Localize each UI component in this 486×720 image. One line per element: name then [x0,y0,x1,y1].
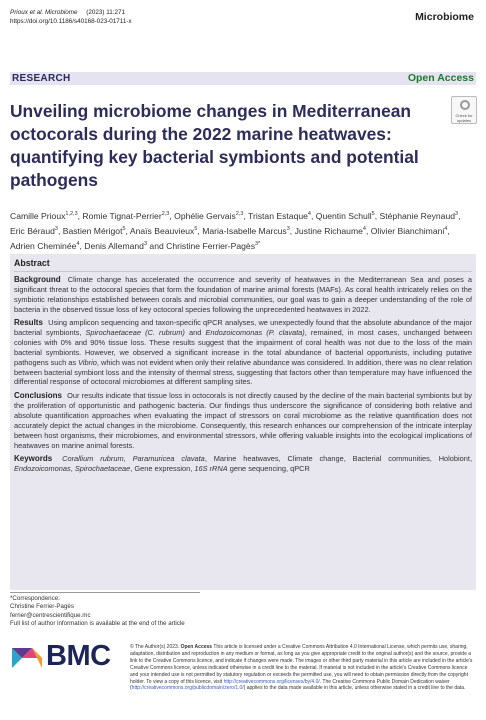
author-name: Justine Richaume [294,225,363,236]
abstract-results [14,318,472,387]
license-text-1: This article is licensed under a Creative Commons Attribution 4.0 International License, which permits use, sharing, adaptation, distribution and reproduction in any medium or format, as long as you give appropriate credit to the original author(s) and the source, provide a link to the Creative Commons licence, and indicate if changes were made. The images or other third party material in this article are included in the article's Creative Commons licence, unless indicated otherwise in a credit line to the material. If material is not included in the article's Creative Commons licence and your intended use is not permitted by statutory regulation or exceeds the permitted use, you will need to obtain permission directly from the copyright holder. To view a copy of this licence, visit [130,644,473,685]
bmc-logo [10,642,130,672]
correspondence-email[interactable]: ferrier@centrescientifique.mc [10,611,91,619]
keyword-3: Endozoicomonas [14,464,71,474]
author-list: Camille Prioux$^{1,2,3}$, Romie Tignat-Perrier$^{2,3}$, Ophélie Gervais$^{2,3}$, Tristan Estaque$^4$, Quentin Schull$^5$, Stéphanie Reynaud$^3$, Eric Béraud$^3$, Bastien Mérigot$^5$, Anaïs Beauvieux$^5$, Maria-Isabelle Marcus$^3$, Justine Richaume$^4$, Olivier Bianchimani$^4$, Adrien Cheminée$^4$, Denis Allemand$^3$ and Christine Ferrier-Pagès$^{3*}$ [10,210,461,251]
authors-journal: Prioux et al. Microbiome [10,9,78,16]
author-name: Olivier Bianchimani [370,225,445,236]
author-name: Tristan Estaque [248,210,308,221]
author-affiliation: 2,3 [235,211,244,217]
results-taxon-3: Vibrio [78,357,97,367]
author-name: Adrien Cheminée [10,240,77,251]
article-title: Unveiling microbiome changes in Mediterranean octocorals during the 2022 marine heatwaves: quantifying key bacterial symbionts and potential pathogens [10,101,419,190]
journal-name: Microbiome [415,11,474,23]
author-name: Anaïs Beauvieux [129,225,195,236]
license-open-access: Open Access [180,644,213,650]
license-text-2: . The Creative Commons Public Domain Dedication waiver ( [130,678,450,692]
author-affiliation: 3 [286,225,290,232]
conclusions-text: Our results indicate that tissue loss in octocorals is not directly caused by the decline of the main bacterial symbionts but by the proliferation of opportunistic and pathogenic bacteria. Our findings thus underscore the significance of considering both relative and absolute quantification approaches when evaluating the impact of stressors on coral microbiome as the relative quantification does not accurately depict the actual changes in the microbiome. Consequently, this research enhances our comprehension of the intricate interplay between host organisms, their microbiomes, and environmental stressors, while offering valuable insights into the ecological implications of heatwaves on marine animal forests. [14,391,472,450]
year-volume: (2023) 11:271 [86,9,126,16]
results-taxon-1: Spirochaetaceae (C. rubrum) [85,328,185,338]
abstract-heading: Abstract [14,258,472,272]
citation-block [10,8,132,26]
keyword-4: Spirochaetaceae [74,464,131,474]
keyword-5: 16S rRNA [194,464,228,474]
author-name: Denis Allemand [84,240,144,251]
correspondence-block [10,595,185,628]
results-text-3: , remained, in most cases, unchanged between colonies with 0% and 90% tissue loss. These results suggest that the impairment of coral health was not due to the loss of the main bacterial symbionts. However, we observed a significant increase in the total abundance of bacterial opportunists, including putative pathogens such as [14,328,472,367]
results-text-2: and [184,328,206,338]
author-name: Christine Ferrier-Pagès [166,240,255,251]
author-affiliation: 3* [255,240,261,247]
results-label: Results [14,318,43,328]
author-affiliation: 4 [444,225,448,232]
page-header [10,8,476,38]
check-updates-line1: Check for [455,113,473,118]
license-notice [130,644,476,692]
keyword-1: Corallium rubrum [62,454,124,464]
check-updates-line2: updates [456,118,472,123]
results-text-1: Using amplicon sequencing and taxon-specific qPCR analyses, we unexpectedly found that the absolute abundance of the major bacterial symbionts, [14,318,472,338]
author-name: Stéphanie Reynaud [379,210,456,221]
author-name: Romie Tignat-Perrier [82,210,162,221]
results-taxon-2: Endozoicomonas (P. clavata) [205,328,305,338]
abstract-keywords [14,454,472,474]
keyword-text-2: , Marine heatwaves, Climate change, Bacterial communities, Holobiont, [204,454,472,464]
keyword-sep-1: , [123,454,133,464]
affiliation-note: Full list of author information is available at the end of the article [10,619,185,627]
author-affiliation: 3 [455,211,459,217]
author-affiliation: 5 [122,225,126,232]
section-banner [10,72,476,85]
background-label: Background [14,275,61,284]
bmc-logo-icon [10,642,44,670]
author-affiliation: 4 [362,225,366,232]
author-affiliation: 5 [194,225,198,232]
abstract-box [10,254,476,590]
keyword-sep-3: , [70,464,75,474]
abstract-conclusions [14,391,472,450]
correspondence-label: *Correspondence: [10,595,60,602]
correspondence-name: Christine Ferrier-Pagès [10,603,74,611]
author-name: Ophélie Gervais [174,210,236,221]
author-name: Maria-Isabelle Marcus [202,225,287,236]
abstract-background [14,275,472,314]
author-affiliation: 3 [54,225,58,232]
bmc-logo-text: BMC [46,640,111,672]
author-name: Quentin Schull [315,210,372,221]
keyword-2: Paramuricea clavata [132,454,205,464]
open-access-label: Open Access [407,72,474,84]
author-affiliation: 2,3 [161,211,170,217]
keyword-text-4: gene sequencing, qPCR [227,464,310,474]
keyword-text-3: , Gene expression, [130,464,195,474]
keywords-label: Keywords [14,454,53,464]
author-name: Eric Béraud [10,225,55,236]
license-text-3: ) applies to the data made available in this article, unless otherwise stated in a credit line to the data. [243,685,466,692]
author-and: and [149,240,164,251]
update-badge-icon [460,100,470,110]
license-url-2[interactable]: http://creativecommons.org/publicdomain/zero/1.0/ [131,685,244,692]
footnote-divider [10,592,200,593]
author-affiliation: 4 [307,211,311,217]
license-url-1[interactable]: http://creativecommons.org/licenses/by/4.0/ [223,678,320,685]
section-label: RESEARCH [12,73,71,84]
author-name: Camille Prioux [10,210,66,221]
author-affiliation: 1,2,3 [65,211,78,217]
conclusions-label: Conclusions [14,391,63,401]
doi-link[interactable]: https://doi.org/10.1186/s40168-023-01711-x [10,18,132,25]
author-affiliation: 4 [76,240,80,247]
license-copyright: © The Author(s) 2023. [130,644,180,650]
check-for-updates-button[interactable] [451,96,477,124]
background-text: Climate change has accelerated the occurrence and severity of heatwaves in the Mediterranean Sea and poses a significant threat to the octocoral species that form the foundation of marine animal forests (MAFs). As coral health intricately relies on the symbiotic relationships established between corals and microbial communities, our goal was to gain a deeper understanding of the role of bacteria in the observed tissue loss of key octocoral species following the unprecedented heatwaves in 2022. [14,275,472,314]
author-affiliation: 3 [143,240,148,247]
results-text-4: , which was not evident when only their relative abundance was considered. In addition, there was no clear relation between bacterial symbiont loss and the intensity of thermal stress, suggesting that factors other than temperature may have influenced the differential response of octocoral microbiomes at different sampling sites. [14,357,472,387]
author-name: Bastien Mérigot [62,225,123,236]
author-affiliation: 5 [371,211,375,217]
